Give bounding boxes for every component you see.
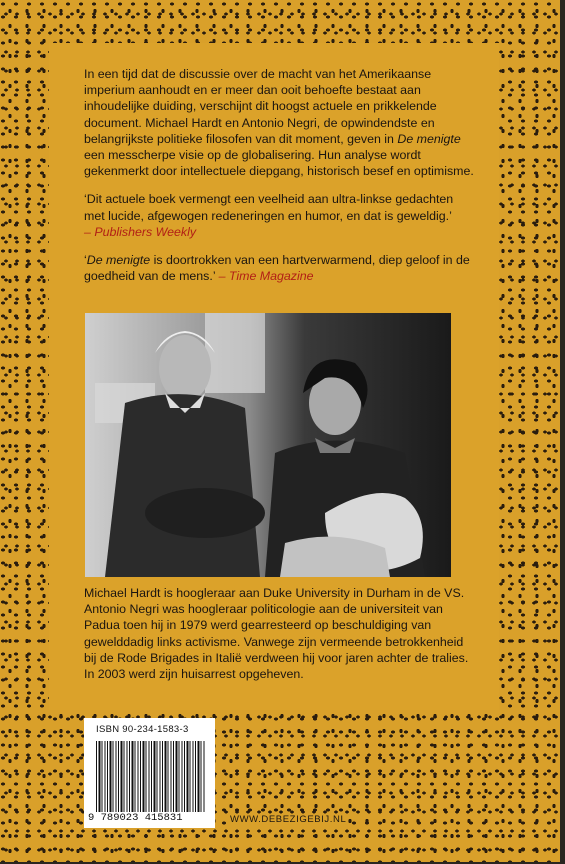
- book-title-inline: De menigte: [397, 131, 461, 146]
- review-quote-1: [84, 191, 474, 240]
- author-photo: [85, 313, 451, 577]
- author-photo-illustration: [85, 313, 451, 577]
- quote-source: – Publishers Weekly: [84, 224, 197, 239]
- quote-source: – Time Magazine: [218, 269, 314, 284]
- blurb-text: In een tijd dat de discussie over de macht van het Amerikaanse imperium aanhoudt en er meer dan ooit behoefte bestaat aan inhoudelijke duiding, verschijnt dit hoogst actuele en prikkelende document. Michael Hardt en Antonio Negri, de opwindendste en belangrijkste politieke filosofen van dit moment, geven in: [84, 67, 437, 146]
- ean-number: 9 789023 415831: [88, 812, 214, 824]
- isbn-number: ISBN 90-234-1583-3: [96, 724, 189, 735]
- author-bio: Michael Hardt is hoogleraar aan Duke University in Durham in de VS. Antonio Negri was hoogleraar politicologie aan de universiteit van Padua toen hij in 1979 werd gearresteerd op beschuldiging van gewelddadig links activisme. Vanwege zijn vermeende betrokkenheid bij de Rode Brigades in Italië verdween hij voor jaren achter de tralies. In 2003 werd zijn huisarrest opgeheven.: [84, 586, 469, 682]
- blurb-paragraph: [84, 66, 474, 179]
- barcode-bars: [96, 741, 206, 812]
- quote-text: ‘Dit actuele boek vermengt een veelheid aan ultra-linkse gedachten met lucide, afgewogen redeneringen en humor, en dat is geweldig.’: [84, 192, 454, 223]
- publisher-url: WWW.DEBEZIGEBIJ.NL: [230, 814, 347, 825]
- review-quote-2: ‘De menigte is doortrokken van een hartverwarmend, diep geloof in de goedheid van de mens.’ – Time Magazine: [84, 253, 470, 284]
- book-title-inline: De menigte: [86, 253, 151, 268]
- quote-text: is doortrokken van een hartverwarmend, diep geloof in de goedheid van de mens.’: [84, 253, 470, 284]
- blurb-text-continued: een messcherpe visie op de globalisering. Hun analyse wordt gekenmerkt door intellectuele diepgang, historisch besef en optimisme.: [84, 148, 474, 179]
- blurb: [84, 66, 474, 296]
